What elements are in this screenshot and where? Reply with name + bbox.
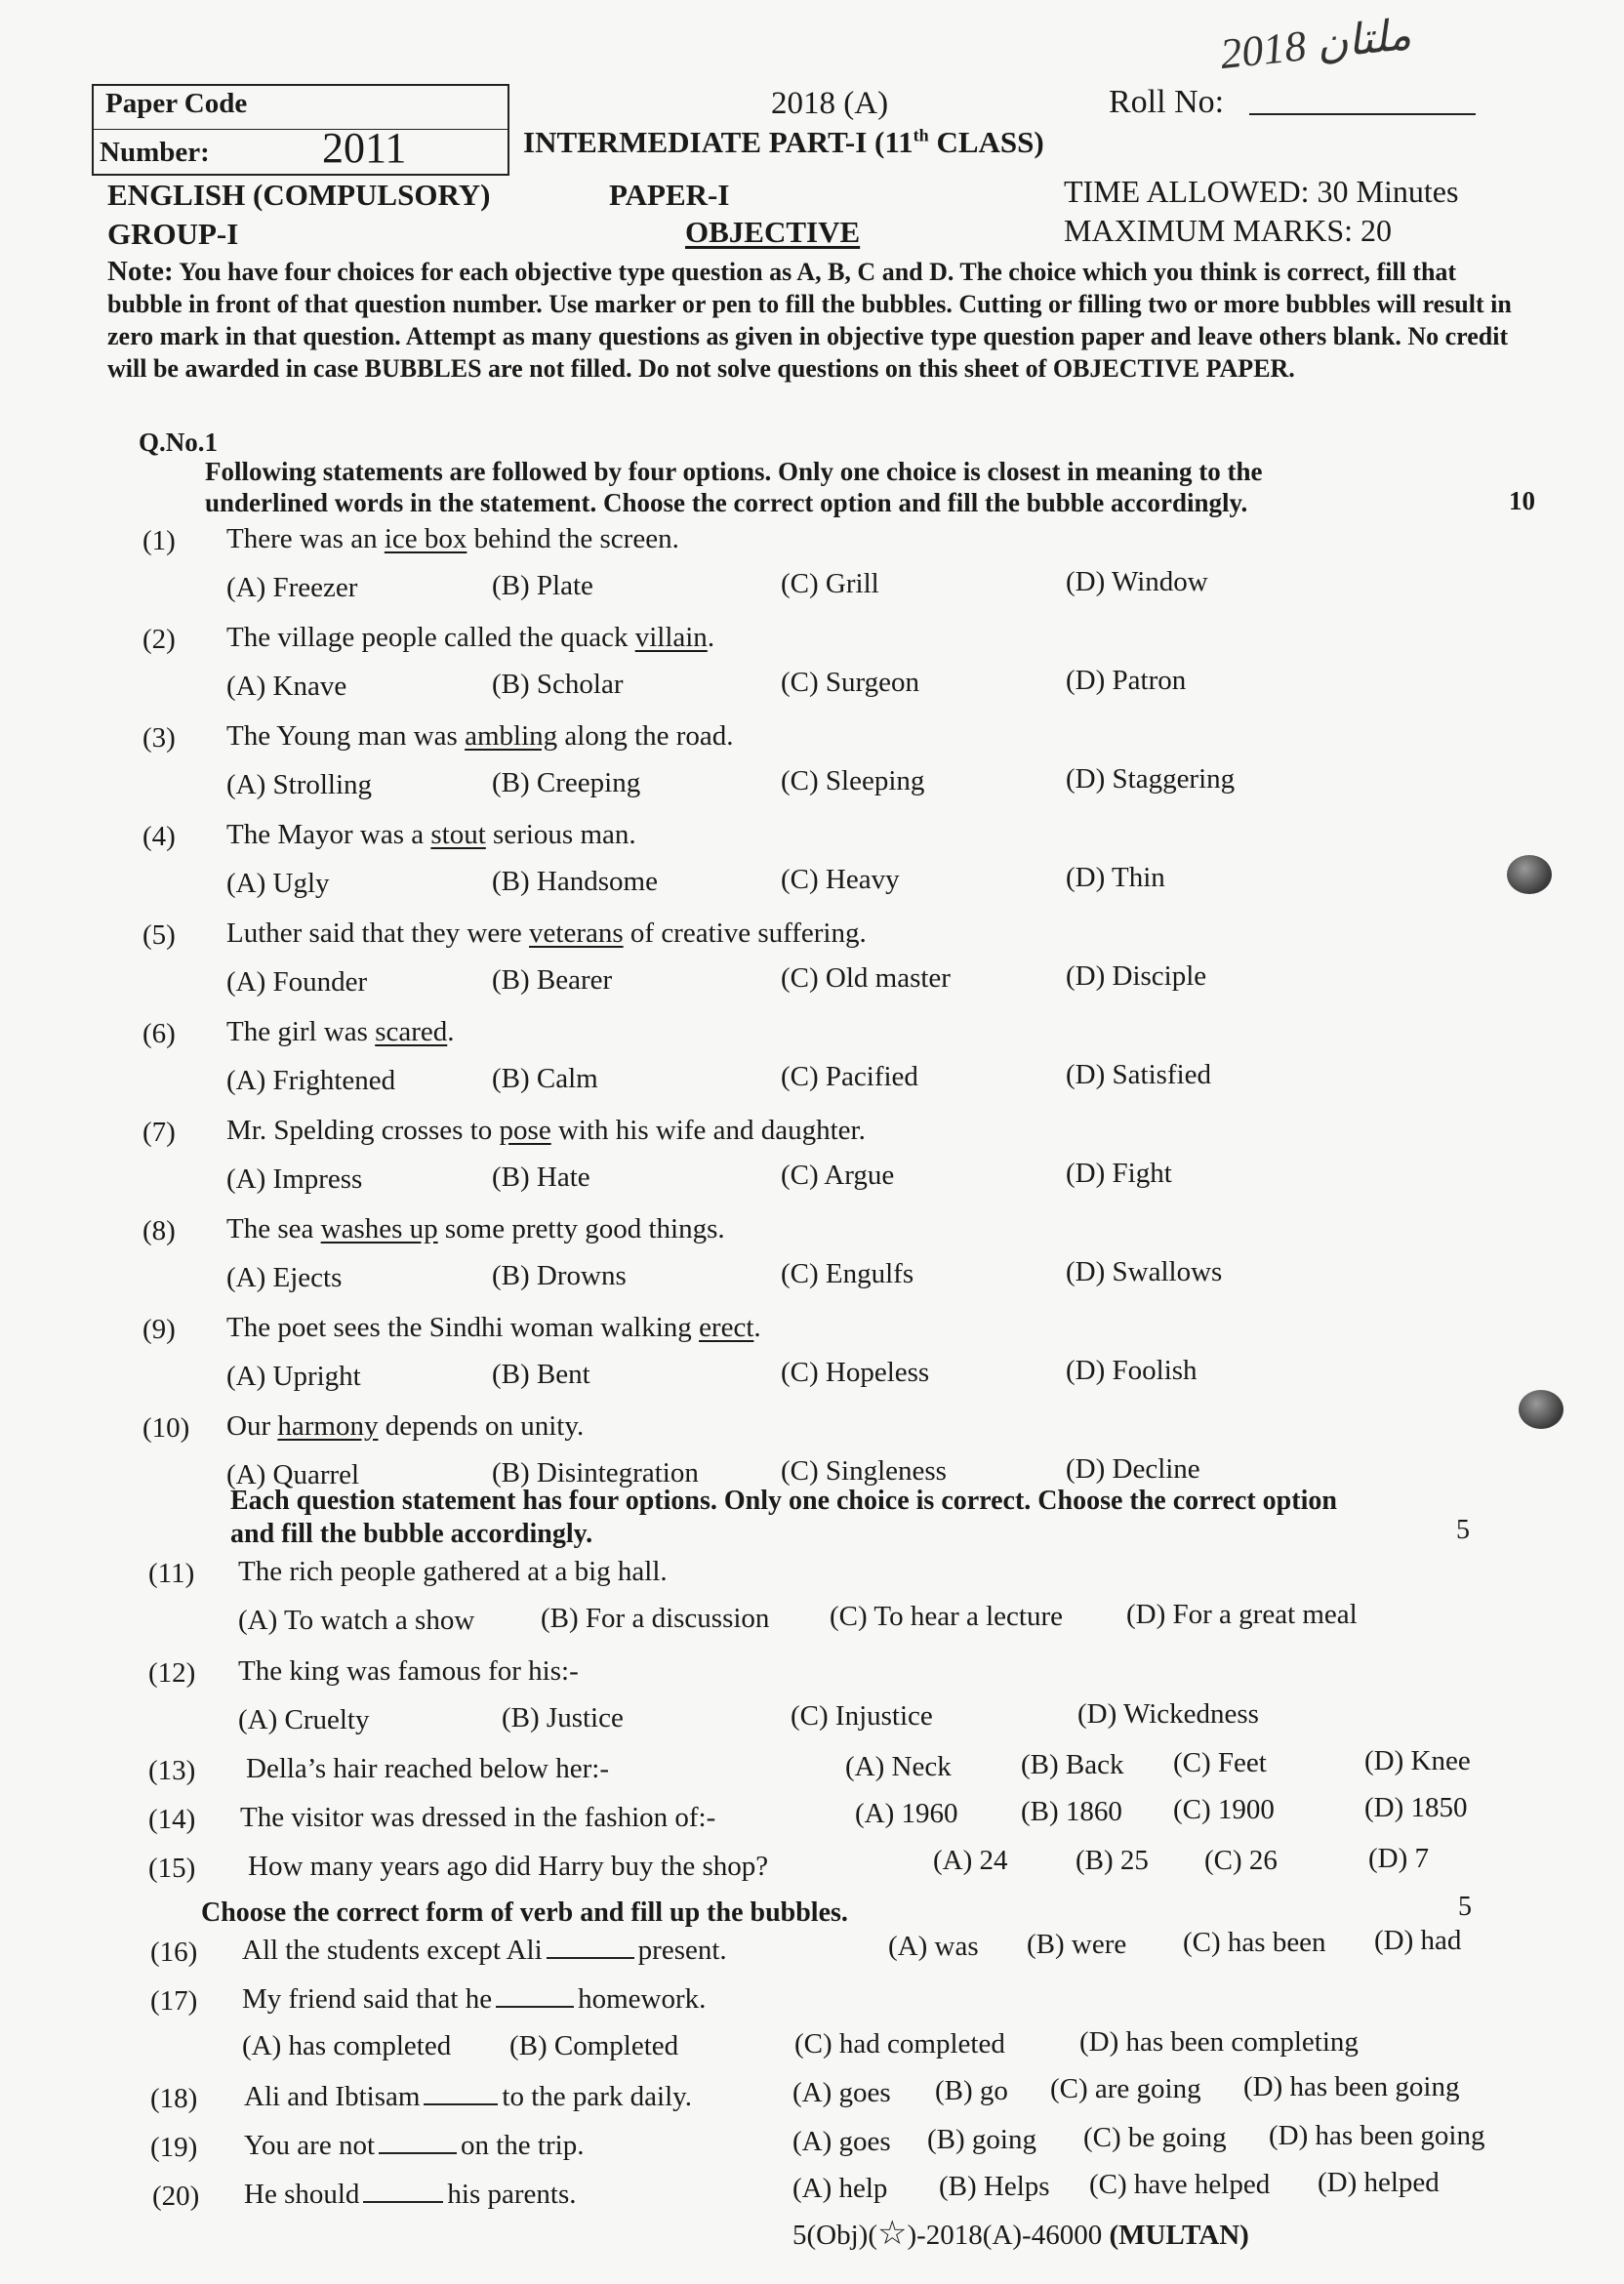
section2-instruction-line2: and fill the bubble accordingly. [230, 1519, 593, 1549]
option-d: (D) 7 [1368, 1843, 1430, 1874]
question-text: Luther said that they were veterans of creative suffering. [226, 918, 867, 949]
option-a: (A) Cruelty [238, 1704, 370, 1735]
underlined-word: veterans [529, 918, 624, 949]
paper-code-divider [94, 129, 508, 130]
option-c: (C) Heavy [781, 864, 900, 895]
option-a: (A) Freezer [226, 572, 358, 603]
question-text: Ali and Ibtisam to the park daily. [244, 2081, 693, 2112]
option-a: (A) Strolling [226, 769, 373, 800]
question-text: My friend said that he homework. [242, 1983, 707, 2015]
option-a: (A) Founder [226, 966, 368, 998]
option-a: (A) has completed [242, 2030, 452, 2061]
question-text: All the students except Ali present. [242, 1935, 727, 1966]
option-c: (C) Pacified [781, 1061, 918, 1092]
option-d: (D) 1850 [1364, 1792, 1468, 1823]
question-number: (6) [142, 1018, 176, 1049]
option-c: (C) has been [1183, 1927, 1326, 1958]
answer-blank [363, 2180, 443, 2203]
question-number: (14) [148, 1804, 196, 1835]
question-text: Della’s hair reached below her:- [246, 1753, 609, 1784]
number-label: Number: [100, 137, 210, 168]
question-text: The village people called the quack villain. [226, 622, 715, 653]
option-b: (B) For a discussion [541, 1603, 770, 1634]
option-d: (D) Decline [1066, 1453, 1200, 1485]
option-a: (A) To watch a show [238, 1605, 475, 1636]
option-b: (B) were [1027, 1929, 1127, 1960]
paper-number: 2011 [322, 124, 407, 172]
option-b: (B) 25 [1076, 1845, 1149, 1876]
group-label: GROUP-I [107, 217, 239, 251]
option-d: (D) Disciple [1066, 960, 1207, 992]
option-b: (B) going [927, 2124, 1036, 2155]
option-a: (A) Knave [226, 671, 347, 702]
option-b: (B) go [935, 2075, 1008, 2106]
option-a: (A) Ugly [226, 868, 330, 899]
option-d: (D) For a great meal [1126, 1599, 1358, 1630]
option-c: (C) Old master [781, 962, 951, 994]
underlined-word: washes up [320, 1213, 438, 1244]
question-text: The Young man was ambling along the road. [226, 720, 734, 752]
instructions-note: Note: You have four choices for each objective type question as A, B, C and D. The choice which you think is correct, fill that bubble in front of that question number. Use marker or pen to fill the bubbles. Cutting or filling two or more bubbles will result in zero mark in that question. Attempt as many questions as given in objective type question paper and leave others blank. No credit will be awarded in case BUBBLES are not filled. Do not solve questions on this sheet of OBJECTIVE PAPER. [107, 256, 1512, 383]
question-text: Mr. Spelding crosses to pose with his wife and daughter. [226, 1115, 866, 1146]
option-a: (A) help [792, 2173, 888, 2204]
answer-blank [496, 1984, 574, 2008]
option-d: (D) has been going [1269, 2120, 1485, 2151]
question-number: (15) [148, 1853, 196, 1884]
question-number: (2) [142, 624, 176, 655]
question-text: The king was famous for his:- [238, 1655, 579, 1687]
question-number: (8) [142, 1215, 176, 1246]
option-c: (C) are going [1050, 2073, 1201, 2104]
option-d: (D) has been going [1243, 2071, 1460, 2102]
option-b: (B) Calm [492, 1063, 598, 1094]
question-number: (17) [150, 1985, 198, 2017]
option-c: (C) have helped [1089, 2169, 1271, 2200]
question-text: The sea washes up some pretty good things. [226, 1213, 725, 1244]
option-c: (C) Injustice [791, 1700, 933, 1732]
section1-marks: 10 [1509, 486, 1535, 515]
option-b: (B) Plate [492, 570, 593, 601]
objective-label: OBJECTIVE [685, 215, 861, 249]
option-c: (C) 26 [1204, 1845, 1278, 1876]
max-marks: MAXIMUM MARKS: 20 [1064, 213, 1393, 248]
question-number: (18) [150, 2083, 198, 2114]
option-b: (B) Helps [939, 2171, 1050, 2202]
time-allowed: TIME ALLOWED: 30 Minutes [1064, 174, 1459, 209]
option-c: (C) Argue [781, 1160, 895, 1191]
option-d: (D) Swallows [1066, 1256, 1223, 1287]
underlined-word: harmony [277, 1410, 379, 1442]
section1-instruction-line2: underlined words in the statement. Choose the correct option and fill the bubble accordingly. [205, 488, 1248, 517]
question-number: (1) [142, 525, 176, 556]
question-number-label: Q.No.1 [139, 428, 218, 457]
underlined-word: scared [375, 1016, 448, 1047]
question-number: (7) [142, 1117, 176, 1148]
option-d: (D) Thin [1066, 862, 1165, 893]
option-d: (D) Patron [1066, 665, 1187, 696]
option-d: (D) Staggering [1066, 763, 1236, 795]
question-number: (5) [142, 919, 176, 951]
question-text: How many years ago did Harry buy the shop? [248, 1851, 769, 1882]
question-text: You are not on the trip. [244, 2130, 585, 2161]
subject-title: ENGLISH (COMPULSORY) [107, 178, 491, 212]
option-d: (D) helped [1318, 2167, 1440, 2198]
underlined-word: villain [634, 622, 708, 653]
punch-hole [1519, 1390, 1563, 1429]
paper-code-label: Paper Code [105, 88, 248, 119]
option-c: (C) be going [1083, 2122, 1227, 2153]
option-a: (A) goes [792, 2077, 891, 2108]
question-text: Our harmony depends on unity. [226, 1410, 585, 1442]
option-c: (C) 1900 [1173, 1794, 1275, 1825]
question-number: (20) [152, 2181, 200, 2212]
option-a: (A) 24 [933, 1845, 1008, 1876]
roll-no-line [1249, 113, 1476, 115]
paper-footer-code: 5(Obj)(☆)-2018(A)-46000 (MULTAN) [792, 2216, 1249, 2252]
option-c: (C) Engulfs [781, 1258, 914, 1289]
answer-blank [547, 1936, 634, 1959]
option-d: (D) has been completing [1079, 2026, 1359, 2058]
option-b: (B) Completed [509, 2030, 679, 2061]
underlined-word: ice box [384, 523, 467, 554]
question-text: There was an ice box behind the screen. [226, 523, 679, 554]
option-b: (B) Bent [492, 1359, 590, 1390]
option-b: (B) Creeping [492, 767, 641, 798]
option-d: (D) Fight [1066, 1158, 1172, 1189]
option-c: (C) Hopeless [781, 1357, 930, 1388]
option-a: (A) Impress [226, 1163, 363, 1195]
section2-instruction-line1: Each question statement has four options. Only one choice is correct. Choose the correct option [230, 1486, 1337, 1516]
option-d: (D) Window [1066, 566, 1208, 597]
question-text: The rich people gathered at a big hall. [238, 1556, 668, 1587]
question-text: The girl was scared. [226, 1016, 455, 1047]
question-number: (4) [142, 821, 176, 852]
option-c: (C) To hear a lecture [830, 1601, 1063, 1632]
question-number: (11) [148, 1558, 195, 1589]
option-d: (D) Wickedness [1077, 1698, 1259, 1730]
question-text: The Mayor was a stout serious man. [226, 819, 636, 850]
underlined-word: ambling [465, 720, 558, 752]
question-text: He should his parents. [244, 2179, 577, 2210]
question-number: (3) [142, 722, 176, 754]
option-c: (C) had completed [794, 2028, 1005, 2060]
option-a: (A) Neck [845, 1751, 952, 1782]
handwritten-annotation: 2018 ملتان [1217, 10, 1414, 79]
option-d: (D) Satisfied [1066, 1059, 1211, 1090]
star-icon: ☆ [876, 2216, 908, 2252]
question-number: (12) [148, 1657, 196, 1689]
exam-title: INTERMEDIATE PART-I (11th CLASS) [523, 125, 1044, 159]
answer-blank [424, 2082, 498, 2105]
section3-instruction: Choose the correct form of verb and fill up the bubbles. [201, 1897, 848, 1928]
option-d: (D) Knee [1364, 1745, 1471, 1776]
section3-marks: 5 [1458, 1892, 1472, 1922]
question-number: (10) [142, 1412, 190, 1444]
option-a: (A) Quarrel [226, 1459, 360, 1490]
question-text: The visitor was dressed in the fashion of:- [240, 1802, 716, 1833]
paper-title: PAPER-I [609, 178, 730, 212]
roll-no-label: Roll No: [1109, 84, 1225, 120]
option-c: (C) Feet [1173, 1747, 1267, 1778]
punch-hole [1507, 855, 1552, 894]
option-a: (A) Ejects [226, 1262, 343, 1293]
option-a: (A) 1960 [855, 1798, 958, 1829]
section2-marks: 5 [1456, 1515, 1470, 1545]
option-b: (B) Bearer [492, 964, 613, 996]
question-number: (19) [150, 2132, 198, 2163]
option-b: (B) Drowns [492, 1260, 627, 1291]
question-text: The poet sees the Sindhi woman walking erect. [226, 1312, 761, 1343]
underlined-word: stout [430, 819, 486, 850]
underlined-word: pose [499, 1115, 551, 1146]
question-number: (16) [150, 1937, 198, 1968]
option-c: (C) Surgeon [781, 667, 920, 698]
option-b: (B) Back [1021, 1749, 1124, 1780]
option-a: (A) goes [792, 2126, 891, 2157]
option-b: (B) Scholar [492, 669, 624, 700]
answer-blank [379, 2131, 457, 2154]
question-number: (9) [142, 1314, 176, 1345]
option-b: (B) Handsome [492, 866, 658, 897]
option-b: (B) 1860 [1021, 1796, 1122, 1827]
option-d: (D) had [1374, 1925, 1462, 1956]
option-d: (D) Foolish [1066, 1355, 1198, 1386]
option-a: (A) was [888, 1931, 979, 1962]
option-c: (C) Singleness [781, 1455, 947, 1487]
option-c: (C) Grill [781, 568, 879, 599]
option-b: (B) Disintegration [492, 1457, 699, 1489]
section1-instruction-line1: Following statements are followed by four options. Only one choice is closest in meaning to the [205, 457, 1263, 486]
question-number: (13) [148, 1755, 196, 1786]
option-c: (C) Sleeping [781, 765, 925, 796]
underlined-word: erect [699, 1312, 754, 1343]
exam-year: 2018 (A) [771, 86, 889, 121]
option-b: (B) Justice [502, 1702, 624, 1733]
option-a: (A) Upright [226, 1361, 361, 1392]
option-a: (A) Frightened [226, 1065, 396, 1096]
option-b: (B) Hate [492, 1162, 590, 1193]
